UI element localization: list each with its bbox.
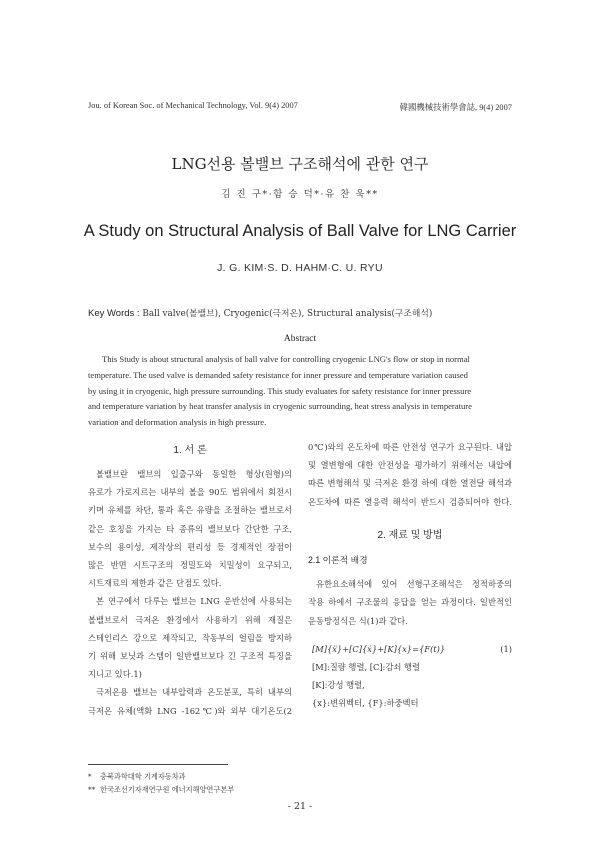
abstract-line: temperature. The used valve is demanded safety resistance for inner pressure and temperature variation caused [88,369,468,380]
body-line: 극저온 유체(액화 LNG -162℃)와 외부 대기온도(2 [88,705,292,716]
body-line: 유한요소해석에 있어 선형구조해석은 정적하중의 [316,579,512,590]
footnote-mark: * [88,772,92,781]
equation-1 [308,640,512,658]
body-line: 온도차에 따른 열응력 해석이 반드시 검증되어야 한다. [308,496,512,507]
footnote-2 [88,783,308,796]
body-line: 작용 하에서 구조물의 응답을 얻는 과정이다. 일반적인 [308,597,512,608]
abstract-line: This Study is about structural analysis of ball valve for controlling cryogenic LNG's flow or stop in normal [102,354,470,364]
subsection-2-1-title: 2.1 이론적 배경 [308,555,368,566]
body-line: 보수의 용이성, 제작상의 편리성 등 경제적인 장점이 [88,541,292,552]
left-column [88,465,292,720]
body-line: 키며 유체를 차단, 통과 혹은 유량을 조절하는 밸브로서 [88,505,292,516]
footnote-1 [88,770,308,783]
body-line: 0℃)와의 온도차에 따른 안전성 연구가 요구된다. 내압 [308,442,512,452]
equation-definition: {x}:변위벡터, {F}:하중벡터 [312,698,419,709]
abstract-line: variation and deformation analysis in high pressure. [88,417,267,428]
equation-1-expression: [M]{ẍ}+[C]{ẋ}+[K]{x}={F(t)} [312,643,446,654]
right-column [308,438,512,713]
body-line: 운동방정식은 식(1)과 같다. [308,615,408,626]
footnotes [88,770,308,796]
section-2-title: 2. 재료 및 방법 [377,529,443,541]
body-line: 및 열변형에 대한 안전성을 평가하기 위해서는 내압에 [308,460,512,471]
body-line: 따른 변형해석 및 극저온 환경 하에 대한 열전달 해석과 [308,478,512,489]
footnote-divider [88,764,228,765]
body-line: 지니고 있다.1) [88,669,142,680]
authors-korean: 김 진 구*·함 승 덕*·유 찬 욱** [221,189,379,200]
body-line: 스테인리스 강으로 제작되고, 작동부의 얼림을 방지하 [88,632,292,643]
footnote-text: 충북과학대학 기계자동차과 [100,772,186,781]
journal-header-left: Jou. of Korean Soc. of Mechanical Technology, Vol. 9(4) 2007 [88,101,298,110]
body-line: 같은 호칭을 가지는 타 종류의 밸브보다 간단한 구조, [88,523,292,534]
abstract-line: by using it in cryogenic, high pressure surrounding. This study evaluates for safety resistance for inner pressure [88,385,472,396]
paper-title-korean: LNG선용 볼밸브 구조해석에 관한 연구 [171,155,429,173]
footnote-text: 한국조선기자재연구원 에너지해양연구본부 [100,785,235,794]
abstract-line: and temperature variation by heat transfer analysis in cryogenic surrounding, heat stress analysis in temperature [88,401,472,412]
keywords-label: Key Words : [88,308,140,319]
keywords-text: Ball valve(볼밸브), Cryogenic(극저온), Structural analysis(구조해석) [139,309,433,319]
body-line: 본 연구에서 다루는 밸브는 LNG 운반선에 사용되는 [96,596,292,607]
body-line: 극저온용 밸브는 내부압력과 온도분포, 특히 내부의 [96,687,292,698]
abstract-heading: Abstract [283,334,317,344]
footnote-mark: ** [88,785,96,794]
body-line: 유로가 가로지르는 내부의 볼을 90도 범위에서 회전시 [88,487,292,498]
abstract-body [88,352,513,431]
page-number: - 21 - [287,801,313,812]
body-line: 많은 반면 시트구조의 정밀도와 치밀성이 요구되고, [88,560,292,571]
keywords [88,306,518,319]
section-1-title: 1. 서 론 [173,445,207,456]
equation-definition: [K]:강성 행렬, [312,680,365,691]
body-line: 볼밸브로서 극저온 환경에서 사용하기 위해 재질은 [88,614,292,625]
equation-definition: [M]:질량 행렬, [C]:감쇠 행렬 [312,662,421,673]
journal-header-right: 韓國機械技術學會誌, 9(4) 2007 [399,103,512,112]
body-line: 기 위해 보닛과 스템이 일반밸브보다 긴 구조적 특징을 [88,651,292,662]
paper-title-english: A Study on Structural Analysis of Ball Valve for LNG Carrier [83,222,517,240]
authors-english: J. G. KIM·S. D. HAHM·C. U. RYU [217,262,383,274]
body-line: 시트재료의 제한과 같은 단점도 있다. [88,578,222,589]
equation-1-number: (1) [500,643,512,654]
section-1-heading [88,438,292,466]
body-line: 볼밸브란 밸브의 입출구와 동일한 형상(원형)의 [96,469,292,479]
